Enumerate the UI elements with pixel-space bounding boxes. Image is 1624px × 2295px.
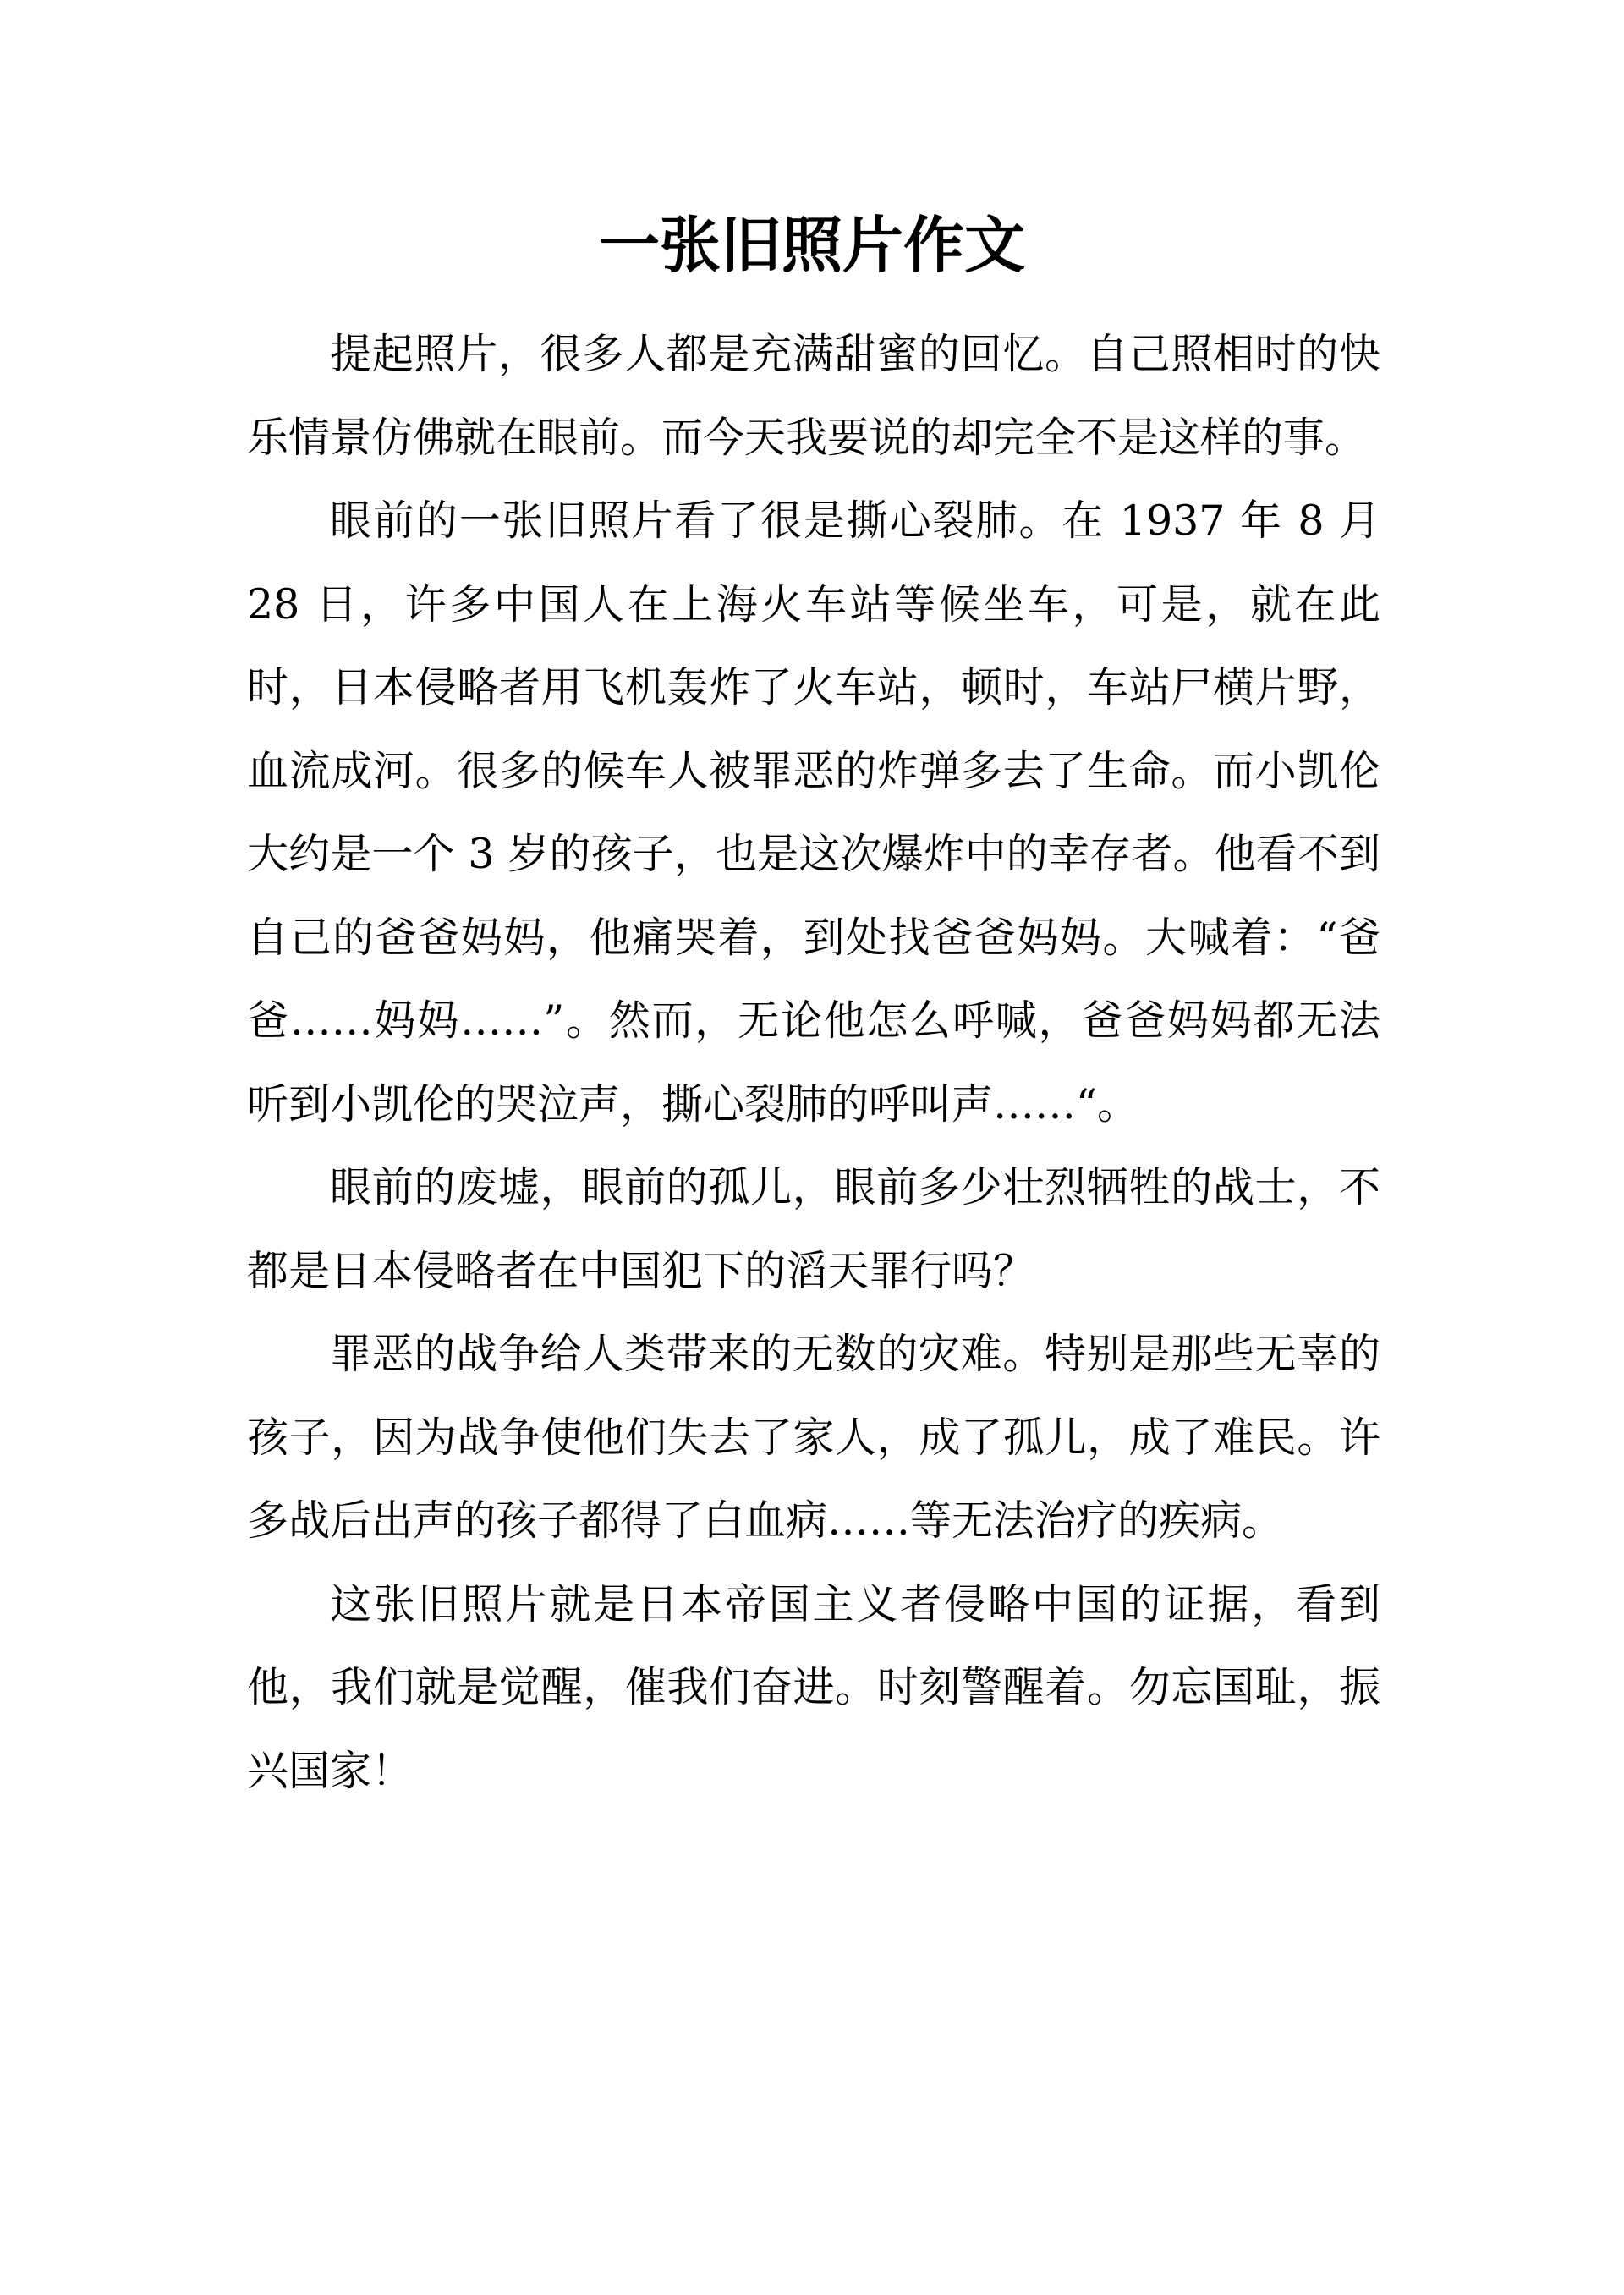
paragraph-4: 罪恶的战争给人类带来的无数的灾难。特别是那些无辜的孩子，因为战争使他们失去了家人，成了孤儿，成了难民。许多战后出声的孩子都得了白血病……等无法治疗的疾病。 xyxy=(247,1330,1380,1545)
paragraph-3: 眼前的废墟，眼前的孤儿，眼前多少壮烈牺牲的战士，不都是日本侵略者在中国犯下的滔天罪行吗？ xyxy=(247,1163,1380,1295)
essay-body xyxy=(247,313,1380,1813)
paragraph-5: 这张旧照片就是日本帝国主义者侵略中国的证据，看到他，我们就是觉醒，催我们奋进。时刻警醒着。勿忘国耻，振兴国家！ xyxy=(247,1579,1380,1795)
document-title: 一张旧照片作文 xyxy=(598,210,1025,281)
paragraph-1: 提起照片，很多人都是充满甜蜜的回忆。自己照相时的快乐情景仿佛就在眼前。而今天我要说的却完全不是这样的事。 xyxy=(247,330,1380,462)
paragraph-2: 眼前的一张旧照片看了很是撕心裂肺。在 1937 年 8 月 28 日，许多中国人在上海火车站等候坐车，可是，就在此时，日本侵略者用飞机轰炸了火车站，顿时，车站尸横片野，血流成河。很多的候车人被罪恶的炸弹多去了生命。而小凯伦大约是一个 3 岁的孩子，也是这次爆炸中的幸存者。他看不到自己的爸爸妈妈，他痛哭着，到处找爸爸妈妈。大喊着：“爸爸……妈妈……”。然而，无论他怎么呼喊，爸爸妈妈都无法听到小凯伦的哭泣声，撕心裂肺的呼叫声……“。 xyxy=(247,497,1380,1128)
